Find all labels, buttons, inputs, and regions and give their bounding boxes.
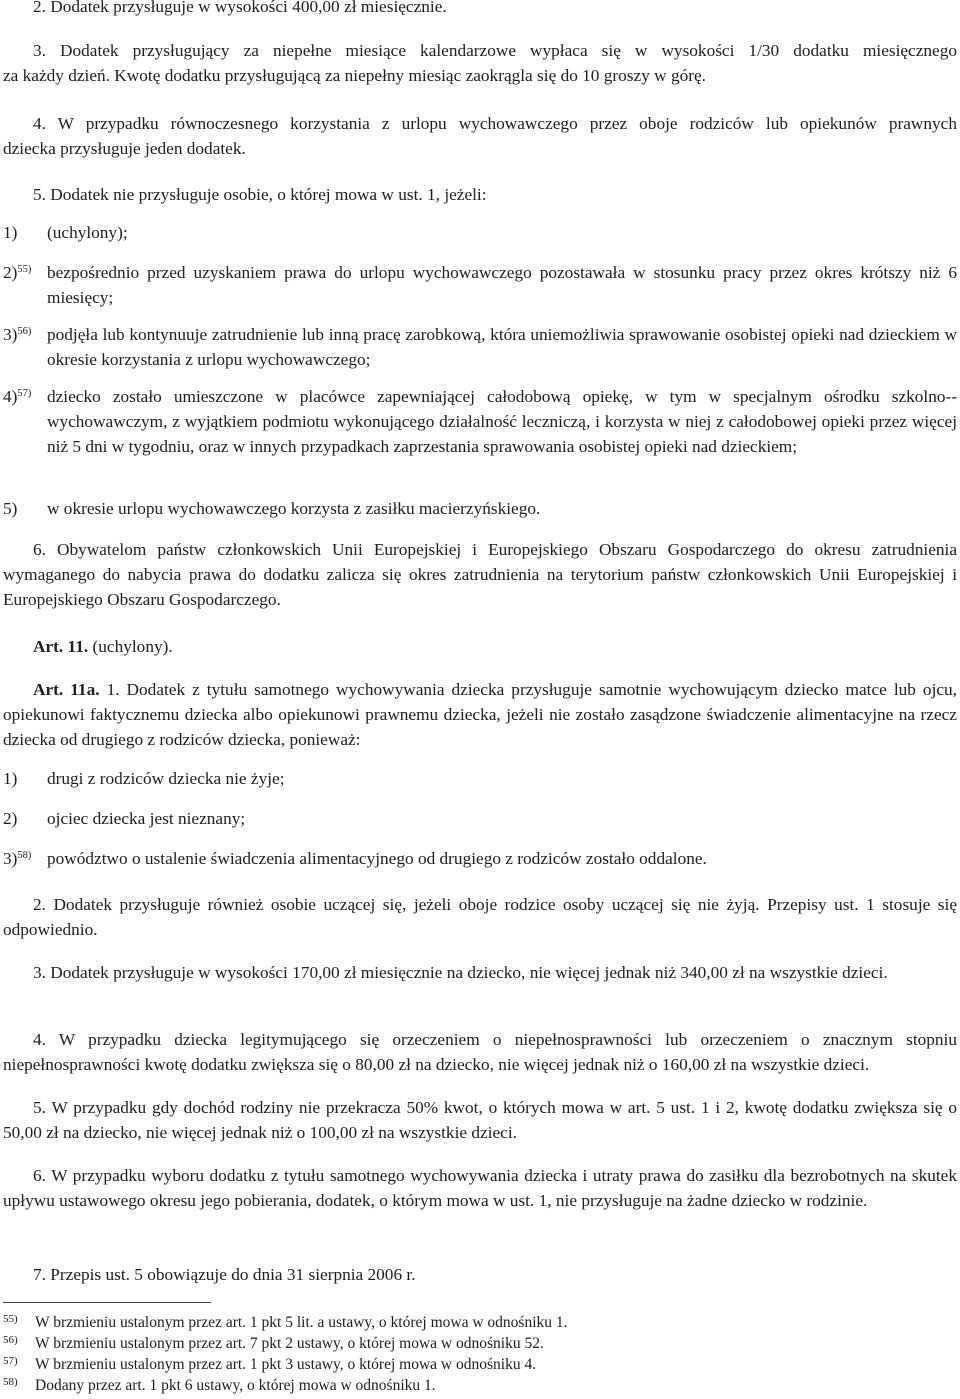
footnote [3,1333,943,1355]
list-item-number: 1) [3,223,18,242]
list-item [3,766,957,791]
paragraph-art11a-ust-3: 3. Dodatek przysługuje w wysokości 170,00 zł miesięcznie na dziecko, nie więcej jednak niż 340,00 zł na wszystkie dzieci. [33,963,888,982]
list-item-number: 3)$^{56)}$ [3,325,32,344]
footnote-text: Dodany przez art. 1 pkt 6 ustawy, o której mowa w odnośniku 1. [35,1377,436,1394]
paragraph-ust-4-line-1: 4. W przypadku równoczesnego korzystania z urlopu wychowawczego przez oboje rodziców lub opiekunów prawnych [33,114,957,133]
paragraph-art11a-ust-7: 7. Przepis ust. 5 obowiązuje do dnia 31 sierpnia 2006 r. [33,1265,416,1284]
footnote-number: 58) [3,1376,18,1388]
article-label: Art. 11. [33,637,89,656]
paragraph-ust-6: 6. Obywatelom państw członkowskich Unii Europejskiej i Europejskiego Obszaru Gospodarczego do okresu zatrudnienia wymaganego do nabycia prawa do dodatku zalicza się okres zatrudnienia na terytorium państw członkowskich Unii Europejskiej i Europejskiego Obszaru Gospodarczego. [3,540,957,609]
footnote-text: W brzmieniu ustalonym przez art. 1 pkt 3 ustawy, o której mowa w odnośniku 4. [35,1356,537,1373]
list-item-number: 2) [3,809,18,828]
list-item [3,496,957,521]
article-text: 1. Dodatek z tytułu samotnego wychowywania dziecka przysługuje samotnie wychowującym dziecko matce lub ojcu, opiekunowi faktycznemu dziecka albo opiekunowi prawnemu dziecka, jeżeli nie zostało zasądzone świadczenie alimentacyjne na rzecz dziecka od drugiego z rodziców dziecka, ponieważ: [3,680,957,749]
list-item [3,806,957,831]
paragraph-art11a-ust-2: 2. Dodatek przysługuje również osobie uczącej się, jeżeli oboje rodzice osoby uczącej się nie żyją. Przepisy ust. 1 stosuje się odpowiednio. [3,895,957,939]
article-label: Art. 11a. [33,680,100,699]
footnote-number: 55) [3,1313,18,1325]
article-11 [3,634,957,659]
list-item-number: 3)$^{58)}$ [3,849,32,868]
list-item [3,846,957,871]
footnote-ref: 57) [17,388,32,399]
list-item-text: podjęła lub kontynuuje zatrudnienie lub inną pracę zarobkową, która uniemożliwia sprawowanie osobistej opieki nad dzieckiem w okresie korzystania z urlopu wychowawczego; [47,325,957,369]
list-item-text: dziecko zostało umieszczone w placówce zapewniającej całodobową opiekę, w tym w specjalnym ośrodku szkolno--wychowawczym, z wyjątkiem podmiotu wykonującego działalność leczniczą, i korzysta w niej z całodobowej opieki przez więcej niż 5 dni w tygodniu, oraz w innych przypadkach zaprzestania sprawowania osobistej opieki nad dzieckiem; [47,387,957,456]
footnote-ref: 55) [17,264,32,275]
list-item-text: powództwo o ustalenie świadczenia alimentacyjnego od drugiego z rodziców zostało oddalone. [47,849,707,868]
list-item-number: 5) [3,499,18,518]
footnote-text: W brzmieniu ustalonym przez art. 1 pkt 5 lit. a ustawy, o której mowa w odnośniku 1. [35,1314,568,1331]
list-item-text: drugi z rodziców dziecka nie żyje; [47,769,285,788]
article-11a [3,677,957,752]
article-text: (uchylony). [92,637,173,656]
list-item [3,322,957,372]
paragraph-art11a-ust-4: 4. W przypadku dziecka legitymującego się orzeczeniem o niepełnosprawności lub orzeczeniem o znacznym stopniu niepełnosprawności kwotę dodatku zwiększa się o 80,00 zł na dziecko, nie więcej jednak niż o 160,00 zł na wszystkie dzieci. [3,1030,957,1074]
list-item-number: 4)$^{57)}$ [3,387,32,406]
list-item-number: 2)$^{55)}$ [3,263,32,282]
footnote [3,1375,943,1397]
paragraph-art11a-ust-6: 6. W przypadku wyboru dodatku z tytułu samotnego wychowywania dziecka i utraty prawa do zasiłku dla bezrobotnych na skutek upływu ustawowego okresu jego pobierania, dodatek, o którym mowa w ust. 1, nie przysługuje na żadne dziecko w rodzinie. [3,1166,957,1210]
paragraph-art11a-ust-5: 5. W przypadku gdy dochód rodziny nie przekracza 50% kwot, o których mowa w art. 5 ust. 1 i 2, kwotę dodatku zwiększa się o 50,00 zł na dziecko, nie więcej jednak niż o 100,00 zł na wszystkie dzieci. [3,1098,957,1142]
list-item-text: bezpośrednio przed uzyskaniem prawa do urlopu wychowawczego pozostawała w stosunku pracy przez okres krótszy niż 6 miesięcy; [47,263,957,307]
footnote [3,1312,943,1334]
list-item [3,384,957,459]
paragraph-ust-3-line-2: za każdy dzień. Kwotę dodatku przysługującą za niepełny miesiąc zaokrągla się do 10 groszy w górę. [3,66,706,85]
list-item [3,260,957,310]
footnote [3,1354,943,1376]
list-item-text: (uchylony); [47,223,128,242]
paragraph-ust-5: 5. Dodatek nie przysługuje osobie, o której mowa w ust. 1, jeżeli: [33,185,487,204]
list-item-text: w okresie urlopu wychowawczego korzysta z zasiłku macierzyńskiego. [47,499,541,518]
footnote-ref: 56) [17,326,32,337]
list-item-number: 1) [3,769,18,788]
list-item [3,220,957,245]
footnote-text: W brzmieniu ustalonym przez art. 7 pkt 2 ustawy, o której mowa w odnośniku 52. [35,1335,544,1352]
footnote-ref: 58) [17,850,32,861]
footnote-number: 56) [3,1334,18,1346]
paragraph-ust-3-line-1: 3. Dodatek przysługujący za niepełne miesiące kalendarzowe wypłaca się w wysokości 1/30 dodatku miesięcznego [33,41,957,60]
footnote-number: 57) [3,1355,18,1367]
paragraph-ust-2: 2. Dodatek przysługuje w wysokości 400,00 zł miesięcznie. [33,0,447,16]
paragraph-ust-4-line-2: dziecka przysługuje jeden dodatek. [3,139,246,158]
list-item-text: ojciec dziecka jest nieznany; [47,809,246,828]
footnote-separator [3,1302,211,1303]
